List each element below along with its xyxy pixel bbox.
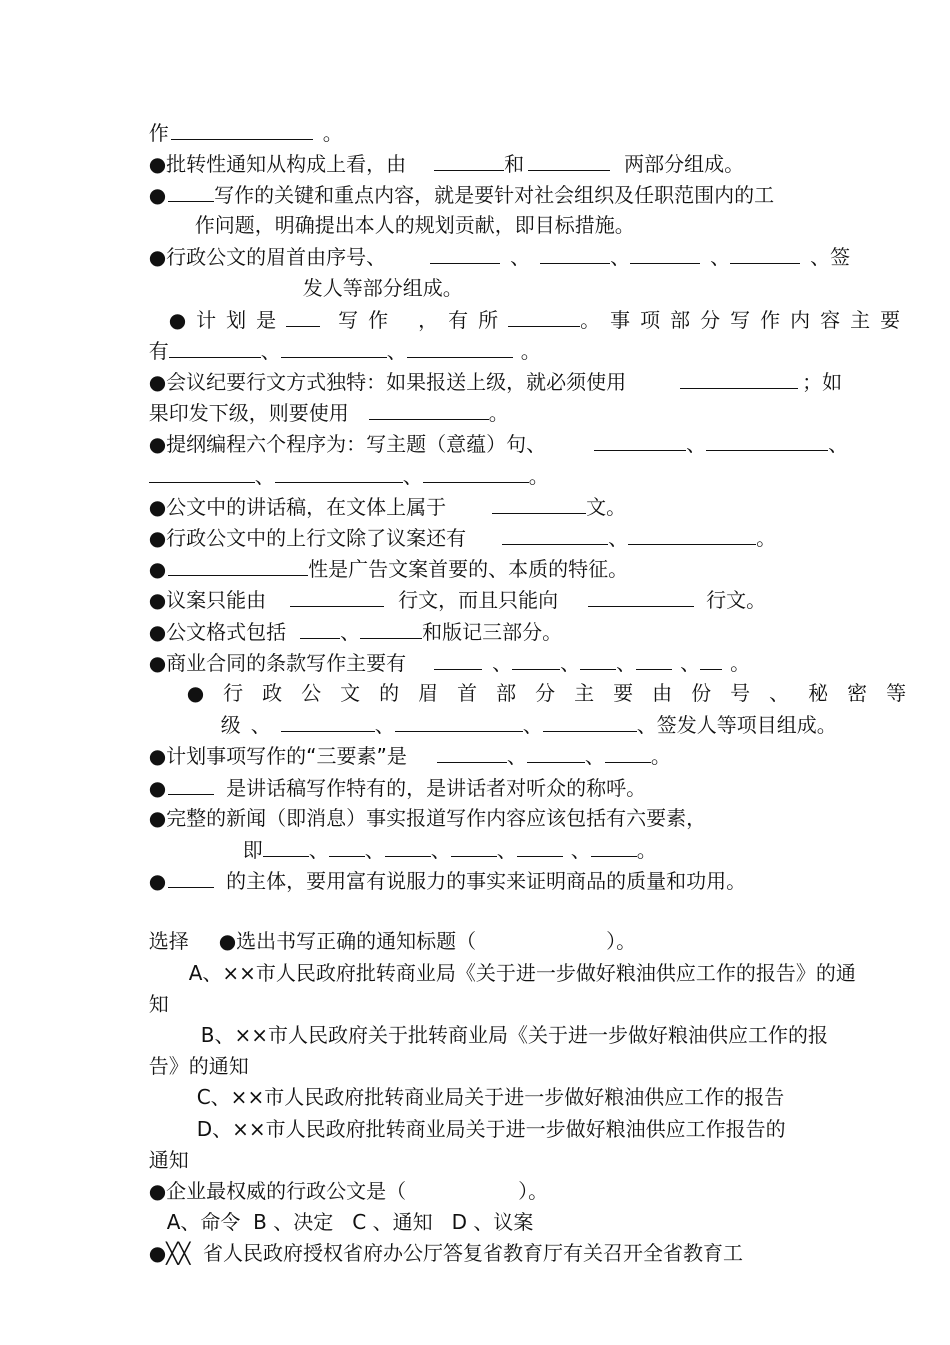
option-text: 通知 xyxy=(148,1148,189,1172)
line-text: ●公文中的讲话稿，在文体上属于 xyxy=(148,495,447,519)
question-text: ）。 xyxy=(606,929,637,953)
line-text: ●公文格式包括 xyxy=(148,620,287,644)
question-text: ●选出书写正确的通知标题（ xyxy=(218,929,477,953)
line-text: 、 xyxy=(254,464,275,488)
blank xyxy=(680,369,798,389)
line-text: 、 xyxy=(506,744,527,768)
option-a xyxy=(176,937,856,985)
line-text: ，有所 xyxy=(418,308,509,332)
line-text: ●完整的新闻（即消息）事实报道写作内容应该包括有六要素， xyxy=(148,806,707,830)
line-text: 、 xyxy=(560,651,581,675)
line-text: 有 xyxy=(148,339,169,363)
line-text: 、 xyxy=(570,838,591,862)
option-text: 告》的通知 xyxy=(148,1054,249,1078)
line-text: 、 xyxy=(810,245,831,269)
line-text: 写作的关键和重点内容，就是要针对社会组织及任职范围内的工 xyxy=(214,183,775,207)
line-text: 、 xyxy=(686,432,707,456)
question-text: ●企业最权威的行政公文是（ xyxy=(148,1179,407,1203)
line-text: ●批转性通知从构成上看，由 xyxy=(148,152,407,176)
line-text: 、 xyxy=(510,245,531,269)
text-line xyxy=(136,220,850,269)
blank xyxy=(630,244,700,264)
line-text: ●商业合同的条款写作主要有 xyxy=(148,651,407,675)
line-text: 性是广告文案首要的、本质的特征。 xyxy=(308,557,629,581)
line-text: 、 xyxy=(710,245,731,269)
line-text: ●计划事项写作的“三要素”是 xyxy=(148,744,407,768)
line-text: 、 xyxy=(340,620,361,644)
line-text: 。 xyxy=(636,838,657,862)
line-text: 行文。 xyxy=(706,588,767,612)
line-text: ●行政公文中的上行文除了议案还有 xyxy=(148,526,467,550)
line-text: 。 xyxy=(520,339,541,363)
line-text: 和 xyxy=(504,152,525,176)
option-text: B、××市人民政府关于批转商业局《关于进一步做好粮油供应工作的报 xyxy=(200,1023,828,1047)
line-text: 、 xyxy=(496,838,517,862)
question-text: ●╳╳ 省人民政府授权省府办公厅答复省教育厅有关召开全省教育工 xyxy=(148,1241,743,1265)
line-text: 行文，而且只能向 xyxy=(398,588,559,612)
line-text: 即 xyxy=(242,838,263,862)
line-text: 。 xyxy=(322,121,343,145)
line-text: 、 xyxy=(522,713,543,737)
blank xyxy=(594,431,686,451)
blank xyxy=(588,587,694,607)
line-text: 果印发下级，则要使用 xyxy=(148,401,349,425)
blank xyxy=(730,244,800,264)
line-text: 、 xyxy=(828,432,849,456)
line-text: 、 xyxy=(584,744,605,768)
line-text: 、 xyxy=(610,245,631,269)
line-text: 签 xyxy=(830,245,851,269)
line-text: 作问题，明确提出本人的规划贡献，即目标措施。 xyxy=(194,213,635,237)
line-text: ●会议纪要行文方式独特：如果报送上级，就必须使用 xyxy=(148,370,627,394)
line-text: 、签发人等项目组成。 xyxy=(636,713,837,737)
line-text: 、 xyxy=(260,339,281,363)
line-text: 、 xyxy=(374,713,395,737)
line-text: 是讲话稿写作特有的，是讲话者对听众的称呼。 xyxy=(226,776,647,800)
line-text: 、 xyxy=(680,651,701,675)
line-text: 。事项部分写作内容主要 xyxy=(580,308,911,332)
question-text: ）。 xyxy=(518,1179,549,1203)
option-text: C、××市人民政府批转商业局关于进一步做好粮油供应工作的报告 xyxy=(196,1085,785,1109)
line-text: 作 xyxy=(148,121,169,145)
option-text: A、命令 B 、决定 C 、通知 D 、议案 xyxy=(166,1210,534,1234)
line-text: 、 xyxy=(430,838,451,862)
option-text: D、××市人民政府批转商业局关于进一步做好粮油供应工作报告的 xyxy=(196,1117,786,1141)
line-text: 写作 xyxy=(338,308,399,332)
line-text: 。 xyxy=(756,526,777,550)
line-text: 、 xyxy=(386,339,407,363)
line-text: ；如 xyxy=(802,370,843,394)
line-text: 、 xyxy=(608,526,629,550)
option-text: 知 xyxy=(148,992,169,1016)
blank xyxy=(168,868,214,888)
blank xyxy=(540,244,610,264)
line-text: ●议案只能由 xyxy=(148,588,267,612)
line-text: 的主体，要用富有说服力的事实来证明商品的质量和功用。 xyxy=(226,869,747,893)
line-text: 、 xyxy=(402,464,423,488)
line-text: 。 xyxy=(650,744,671,768)
line-text: ●行政公文的眉首由序号、 xyxy=(148,245,387,269)
text-line xyxy=(136,844,746,893)
line-text: 。 xyxy=(528,464,549,488)
section-label: 选择 xyxy=(148,929,189,953)
line-text: 、 xyxy=(492,651,513,675)
line-text: 和版记三部分。 xyxy=(422,620,563,644)
line-text: ● xyxy=(148,557,167,581)
line-text: ●提纲编程六个程序为：写主题（意蕴）句、 xyxy=(148,432,547,456)
option-text: A、××市人民政府批转商业局《关于进一步做好粮油供应工作的报告》的通 xyxy=(188,961,856,985)
option-b xyxy=(188,999,828,1047)
line-text: ● xyxy=(148,183,167,207)
choice-question-3 xyxy=(136,1217,743,1265)
line-text: 两部分组成。 xyxy=(624,152,745,176)
line-text: ● xyxy=(148,776,167,800)
line-text: 发人等部分组成。 xyxy=(302,276,463,300)
line-text: ●行政公文的眉首部分主要由份号、秘密等 xyxy=(186,681,926,705)
option-d xyxy=(184,1093,786,1141)
line-text: 、 xyxy=(364,838,385,862)
line-text: 文。 xyxy=(586,495,627,519)
line-text: 、 xyxy=(616,651,637,675)
blank xyxy=(628,525,756,545)
line-text: ●计划是 xyxy=(168,308,287,332)
option-a-cont xyxy=(136,968,169,1016)
line-text: 、 xyxy=(308,838,329,862)
line-text: ● xyxy=(148,869,167,893)
blank xyxy=(706,431,828,451)
line-text: 级、 xyxy=(220,713,281,737)
line-text: 。 xyxy=(488,401,509,425)
line-text: 。 xyxy=(730,651,751,675)
